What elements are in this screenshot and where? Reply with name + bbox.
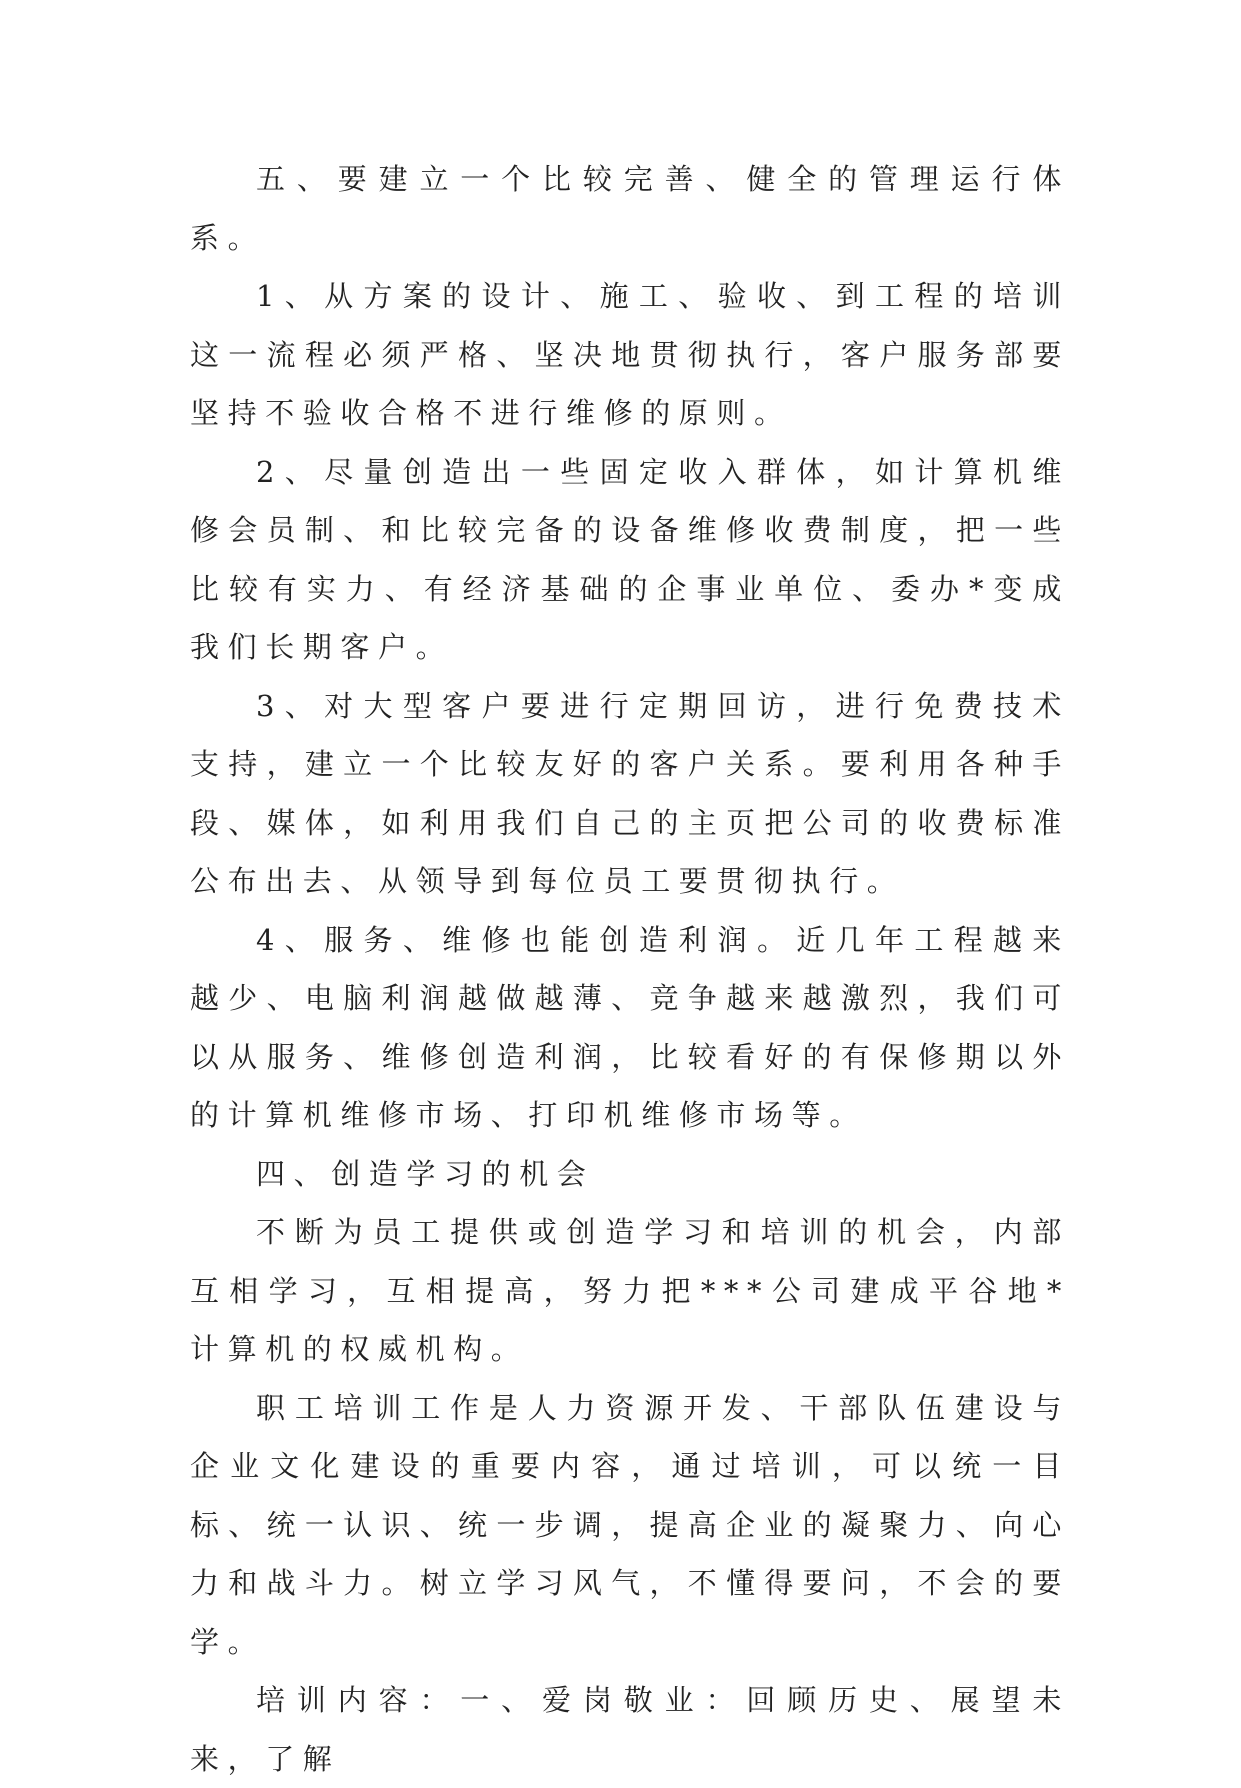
heading-learning-opportunity: 四、创造学习的机会	[256, 1156, 595, 1191]
paragraph-item-1: 1、从方案的设计、施工、验收、到工程的培训这一流程必须严格、坚决地贯彻执行，客户服务部要坚持不验收合格不进行维修的原则。	[190, 279, 1070, 430]
paragraph-item-2: 2、尽量创造出一些固定收入群体，如计算机维修会员制、和比较完备的设备维修收费制度，把一些比较有实力、有经济基础的企事业单位、委办*变成我们长期客户。	[190, 454, 1070, 664]
paragraph-item-4: 4、服务、维修也能创造利润。近几年工程越来越少、电脑利润越做越薄、竞争越来越激烈，我们可以从服务、维修创造利润，比较看好的有保修期以外的计算机维修市场、打印机维修市场等。	[190, 922, 1070, 1132]
heading-management-system: 五、要建立一个比较完善、健全的管理运行体系。	[190, 162, 1070, 255]
document-body	[190, 150, 1070, 1788]
paragraph-training: 职工培训工作是人力资源开发、干部队伍建设与企业文化建设的重要内容，通过培训，可以统一目标、统一认识、统一步调，提高企业的凝聚力、向心力和战斗力。树立学习风气，不懂得要问，不会的要学。	[190, 1390, 1070, 1659]
paragraph-training-content: 培训内容：一、爱岗敬业：回顾历史、展望未来，了解	[190, 1683, 1070, 1776]
paragraph-learning: 不断为员工提供或创造学习和培训的机会，内部互相学习，互相提高，努力把***公司建成平谷地*计算机的权威机构。	[190, 1215, 1070, 1366]
paragraph-item-3: 3、对大型客户要进行定期回访，进行免费技术支持，建立一个比较友好的客户关系。要利用各种手段、媒体，如利用我们自己的主页把公司的收费标准公布出去、从领导到每位员工要贯彻执行。	[190, 688, 1070, 898]
